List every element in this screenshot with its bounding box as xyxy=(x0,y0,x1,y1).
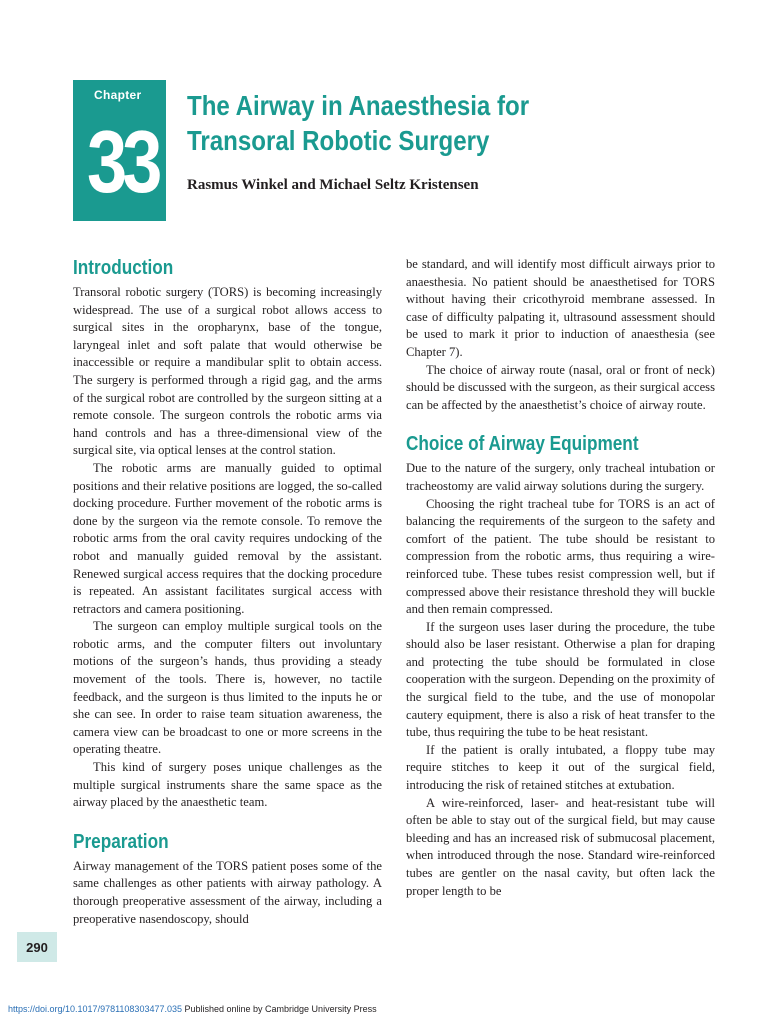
section-heading-introduction: Introduction xyxy=(73,257,174,279)
paragraph: The robotic arms are manually guided to optimal positions and their relative positions are logged, the so-called docking procedure. Further movement of the robotic arms is done by the surgeon via the remote console. To remove the robotic arms from the oral cavity requires undocking of the robot and manually guided removal by the assistant. Renewed surgical access requires that the docking procedure is repeated. An assistant facilitates surgical access with retractors and camera positioning. xyxy=(73,460,382,616)
paragraph: be standard, and will identify most difficult airways prior to anaesthesia. No patient should be anaesthetised for TORS without having their cricothyroid membrane assessed. In case of difficulty palpating it, ultrasound assessment should be used to mark it prior to induction of anaesthesia (see Chapter 7). xyxy=(406,257,715,359)
paragraph: This kind of surgery poses unique challenges as the multiple surgical instruments share the same space as the airway placed by the anaesthetic team. xyxy=(73,760,382,810)
page-number: 290 xyxy=(17,932,57,962)
paragraph: The surgeon can employ multiple surgical tools on the robotic arms, and the computer filters out involuntary motions of the surgeon’s hands, thus providing a steady movement of the tools. There is, however, no tactile feedback, and the surgeon is thus limited to the inputs he or she can see. In order to raise team situation awareness, the camera view can be broadcast to one or more screens in the operating theatre. xyxy=(73,619,382,757)
chapter-number: 33 xyxy=(87,112,158,211)
publisher-note: Published online by Cambridge University Press xyxy=(181,1004,377,1014)
left-column xyxy=(73,256,382,928)
chapter-label: Chapter xyxy=(94,88,142,102)
paragraph: Airway management of the TORS patient poses some of the same challenges as other patients with airway pathology. A thorough preoperative assessment of the airway, including a preoperative nasendoscopy, should xyxy=(73,858,382,926)
paragraph: Due to the nature of the surgery, only tracheal intubation or tracheostomy are valid airway solutions during the surgery. xyxy=(406,461,715,493)
chapter-title xyxy=(187,88,548,158)
chapter-title-line-2: Transoral Robotic Surgery xyxy=(187,125,490,156)
paragraph: The choice of airway route (nasal, oral or front of neck) should be discussed with the surgeon, as their surgical access can be affected by the anaesthetist’s choice of airway route. xyxy=(406,362,715,412)
paragraph: Transoral robotic surgery (TORS) is becoming increasingly widespread. The use of a surgical robot allows access to surgical sites in the oropharynx, base of the tongue, laryngeal inlet and soft palate that would otherwise be inaccessible or require a mandibular split to obtain access. The surgery is performed through a rigid gag, and the arms of the surgical robot are controlled by the surgeon sitting at a remote console. The surgeon controls the robotic arms via hand controls and has a three-dimensional view of the surgical site, via optical lenses at the control station. xyxy=(73,285,382,458)
footer xyxy=(8,1004,377,1014)
chapter-badge xyxy=(73,80,166,221)
authors: Rasmus Winkel and Michael Seltz Kristensen xyxy=(187,177,479,193)
paragraph: Choosing the right tracheal tube for TORS is an act of balancing the requirements of the surgeon to the safety and comfort of the patient. The tube should be resistant to compression from the robotic arms, thus requiring a wire-reinforced tube. These tubes resist compression well, but if compressed above their resistance threshold they will buckle and then remain compressed. xyxy=(406,496,715,617)
section-heading-airway-equipment: Choice of Airway Equipment xyxy=(406,433,639,456)
right-column xyxy=(406,256,715,900)
section-heading-preparation: Preparation xyxy=(73,830,169,853)
doi-link[interactable]: https://doi.org/10.1017/9781108303477.035 xyxy=(8,1004,182,1014)
paragraph: A wire-reinforced, laser- and heat-resistant tube will often be able to stay out of the surgical field, but may cause bleeding and has an increased risk of submucosal placement, when introduced through the nose. Standard wire-reinforced tubes are gentler on the nasal cavity, but often lack the proper length to be xyxy=(406,795,715,898)
paragraph: If the surgeon uses laser during the procedure, the tube should also be laser resistant. Otherwise a plan for draping and protecting the tube should be formulated in close cooperation with the surgeon. Depending on the proximity of the surgical field to the tube, and the use of monopolar cautery equipment, there is also a risk of heat transfer to the tube, thus requiring the tube to be heat resistant. xyxy=(406,619,715,740)
chapter-title-line-1: The Airway in Anaesthesia for xyxy=(187,90,530,121)
paragraph: If the patient is orally intubated, a floppy tube may require stitches to keep it out of the surgical field, introducing the risk of retained stitches at extubation. xyxy=(406,742,715,793)
